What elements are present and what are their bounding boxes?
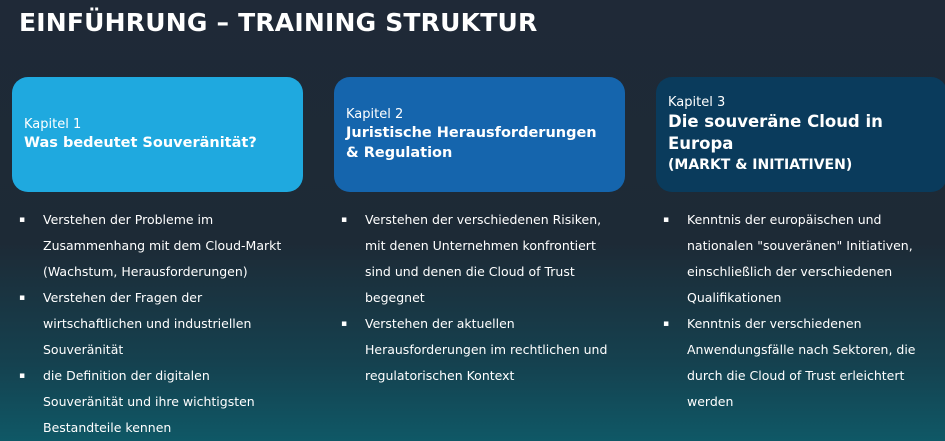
bullet-icon: ▪	[341, 319, 348, 329]
bullet-icon: ▪	[663, 215, 670, 225]
chapter-3-card	[656, 77, 945, 192]
chapter-1-kicker: Kapitel 1	[24, 117, 82, 132]
chapter-2-card	[334, 77, 625, 192]
bullet-text: Verstehen der aktuellen Herausforderungen im rechtlichen und regulatorischen Kontext	[365, 316, 608, 383]
list-item	[663, 311, 931, 415]
chapter-1-heading: Was bedeutet Souveränität?	[24, 135, 257, 151]
bullet-icon: ▪	[19, 371, 26, 381]
chapter-2-kicker: Kapitel 2	[346, 107, 404, 122]
bullet-icon: ▪	[19, 215, 26, 225]
chapter-2-bullet-list	[341, 207, 609, 389]
chapter-3-subheading: (MARKT & INITIATIVEN)	[668, 157, 853, 173]
bullet-text: Verstehen der Fragen der wirtschaftlichen und industriellen Souveränität	[43, 290, 252, 357]
bullet-icon: ▪	[663, 319, 670, 329]
bullet-text: Verstehen der Probleme im Zusammenhang mit dem Cloud-Markt (Wachstum, Herausforderungen)	[43, 212, 282, 279]
chapter-3-heading: Die souveräne Cloud in Europa	[668, 112, 883, 153]
list-item	[341, 311, 609, 389]
list-item	[19, 363, 287, 441]
page-title: EINFÜHRUNG – TRAINING STRUKTUR	[19, 8, 538, 37]
bullet-text: Verstehen der verschiedenen Risiken, mit denen Unternehmen konfrontiert sind und denen die Cloud of Trust begegnet	[365, 212, 602, 305]
bullet-icon: ▪	[19, 293, 26, 303]
bullet-text: die Definition der digitalen Souveränität und ihre wichtigsten Bestandteile kennen	[43, 368, 255, 435]
chapter-3-kicker: Kapitel 3	[668, 95, 726, 110]
list-item	[663, 207, 931, 311]
chapter-2-heading: Juristische Herausforderungen & Regulation	[346, 125, 597, 161]
list-item	[19, 285, 287, 363]
bullet-icon: ▪	[341, 215, 348, 225]
bullet-text: Kenntnis der verschiedenen Anwendungsfälle nach Sektoren, die durch die Cloud of Trust erleichtert werden	[687, 316, 916, 409]
chapter-1-bullet-list	[19, 207, 287, 441]
chapter-1-card	[12, 77, 303, 192]
chapter-3-bullet-list	[663, 207, 931, 415]
list-item	[341, 207, 609, 311]
bullet-text: Kenntnis der europäischen und nationalen "souveränen" Initiativen, einschließlich der verschiedenen Qualifikationen	[687, 212, 913, 305]
list-item	[19, 207, 287, 285]
